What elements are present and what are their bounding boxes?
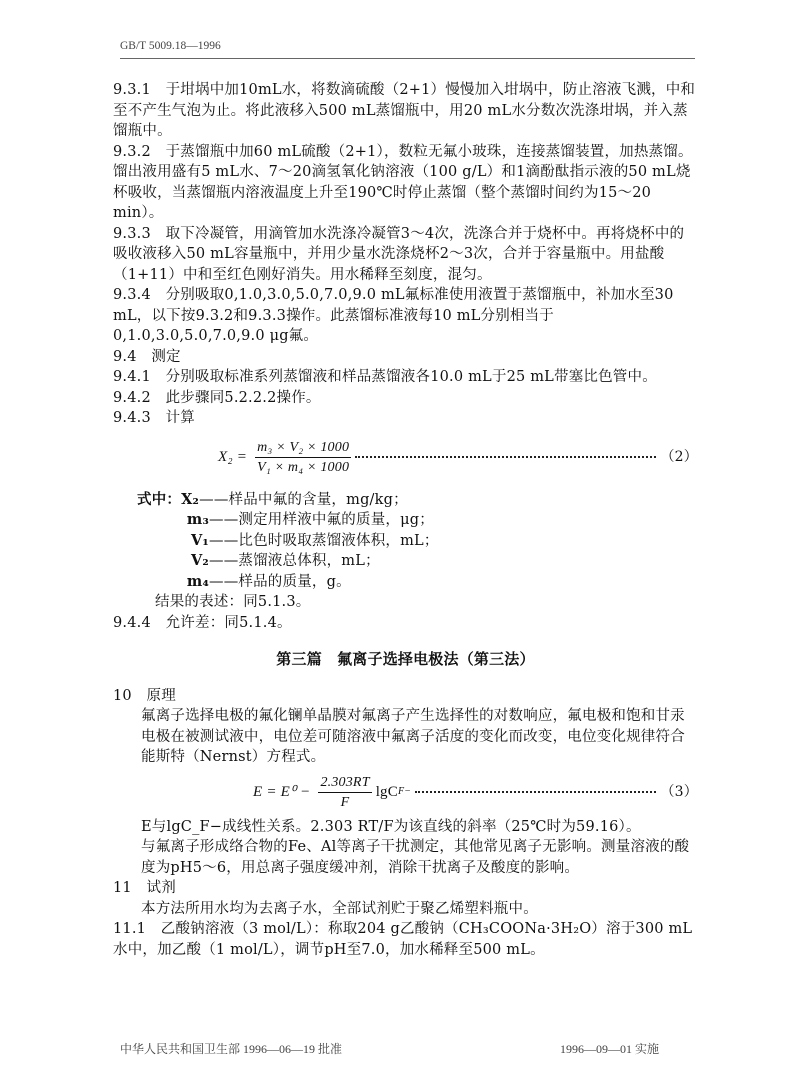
variable-list <box>113 490 698 613</box>
variable-desc: ——样品的质量，g。 <box>209 573 351 590</box>
variable-desc: ——样品中氟的含量，mg/kg； <box>199 491 408 508</box>
variable-row <box>113 572 698 593</box>
para-10-principle: 氟离子选择电极的氟化镧单晶膜对氟离子产生选择性的对数响应，氟电极和饱和甘汞电极在被测试液中，电位差可随溶液中氟离子活度的变化而改变，电位变化规律符合能斯特（Nernst）方程式。 <box>141 708 685 765</box>
variable-symbol: m₃ <box>186 511 209 528</box>
para-11-1: 11.1 乙酸钠溶液（3 mol/L）：称取204 g乙酸钠（CH₃COONa·3H₂O）溶于300 mL水中，加乙酸（1 mol/L），调节pH至7.0，加水稀释至500 mL。 <box>113 921 693 958</box>
para-9-4-3: 9.4.3 计算 <box>113 410 195 426</box>
heading-11: 11 试剂 <box>113 880 176 896</box>
page-header: GB/T 5009.18—1996 <box>120 40 221 52</box>
variable-desc: ——比色时吸取蒸馏液体积，mL； <box>209 532 439 549</box>
variable-desc: ——测定用样液中氟的质量，μg； <box>209 512 434 528</box>
formula-3-lhs: E = E⁰ − <box>253 783 311 800</box>
variable-desc: ——蒸馏液总体积，mL； <box>209 553 380 569</box>
variable-symbol: X₂ <box>181 490 200 508</box>
para-9-3-4: 9.3.4 分别吸取0,1.0,3.0,5.0,7.0,9.0 mL氟标准使用液置于蒸馏瓶中，补加水至30 mL，以下按9.3.2和9.3.3操作。此蒸馏标准液每10 mL分别相当于0,1.0,3.0,5.0,7.0,9.0 μg氟。 <box>113 287 674 344</box>
formula-2-lhs: X₂ = <box>218 448 248 465</box>
formula-3-subscript: F− <box>397 785 412 797</box>
leader-dots <box>415 791 656 793</box>
variable-row <box>113 490 698 511</box>
para-9-3-2: 9.3.2 于蒸馏瓶中加60 mL硫酸（2+1），数粒无氟小玻珠，连接蒸馏装置，加热蒸馏。馏出液用盛有5 mL水、7～20滴氢氧化钠溶液（100 g/L）和1滴酚酞指示液的50 mL烧杯吸收，当蒸馏瓶内溶液温度上升至190℃时停止蒸馏（整个蒸馏时间约为15～20 min）。 <box>113 143 693 221</box>
variable-row <box>113 510 698 531</box>
leader-dots <box>355 456 656 458</box>
variable-prefix: 式中： <box>137 490 182 508</box>
formula-3-log: lgC <box>375 783 398 800</box>
result-expression: 结果的表述：同5.1.3。 <box>155 594 311 610</box>
para-9-3-3: 9.3.3 取下冷凝管，用滴管加水洗涤冷凝管3～4次，洗涤合并于烧杯中。再将烧杯中的吸收液移入50 mL容量瓶中，并用少量水洗涤烧杯2～3次，合并于容量瓶中。用盐酸（1+11）中和至红色刚好消失。用水稀释至刻度，混匀。 <box>113 225 685 283</box>
formula-2 <box>113 439 698 476</box>
variable-row <box>113 551 698 572</box>
heading-10: 10 原理 <box>113 687 176 704</box>
document-body <box>113 80 698 960</box>
para-10-linear: E与lgC_F−成线性关系。2.303 RT/F为该直线的斜率（25℃时为59.16）。 <box>141 818 641 835</box>
formula-3-fraction <box>318 774 371 811</box>
formula-2-denominator: V₁ × m₄ × 1000 <box>257 459 350 475</box>
formula-3-denominator: F <box>340 794 350 810</box>
formula-2-numerator: m₃ × V₂ × 1000 <box>255 439 351 458</box>
para-10-interference: 与氟离子形成络合物的Fe、Al等离子干扰测定，其他常见离子无影响。测量溶液的酸度为pH5～6，用总离子强度缓冲剂，消除干扰离子及酸度的影响。 <box>141 839 690 876</box>
header-rule <box>120 58 695 59</box>
section-title: 第三篇 氟离子选择电极法（第三法） <box>276 650 535 668</box>
variable-symbol: m₄ <box>186 572 209 590</box>
variable-symbol: V₁ <box>190 531 209 549</box>
formula-3-number: （3） <box>660 783 698 800</box>
para-11-intro: 本方法所用水均为去离子水，全部试剂贮于聚乙烯塑料瓶中。 <box>141 900 538 917</box>
variable-row <box>113 531 698 552</box>
footer-approval: 中华人民共和国卫生部 1996—06—19 批准 <box>120 1042 343 1056</box>
para-9-3-1: 9.3.1 于坩埚中加10mL水，将数滴硫酸（2+1）慢慢加入坩埚中，防止溶液飞溅，中和至不产生气泡为止。将此液移入500 mL蒸馏瓶中，用20 mL水分数次洗涤坩埚，并入蒸馏瓶中。 <box>113 82 696 139</box>
para-9-4-2: 9.4.2 此步骤同5.2.2.2操作。 <box>113 389 321 406</box>
formula-2-fraction <box>255 439 351 476</box>
formula-3 <box>113 774 698 811</box>
para-9-4-1: 9.4.1 分别吸取标准系列蒸馏液和样品蒸馏液各10.0 mL于25 mL带塞比色管中。 <box>113 369 657 385</box>
footer-implementation: 1996—09—01 实施 <box>560 1042 660 1056</box>
para-9-4-4: 9.4.4 允许差：同5.1.4。 <box>113 614 292 631</box>
formula-3-numerator: 2.303RT <box>318 774 371 793</box>
heading-9-4: 9.4 测定 <box>113 348 181 365</box>
formula-2-number: （2） <box>660 448 698 465</box>
variable-symbol: V₂ <box>190 552 209 569</box>
